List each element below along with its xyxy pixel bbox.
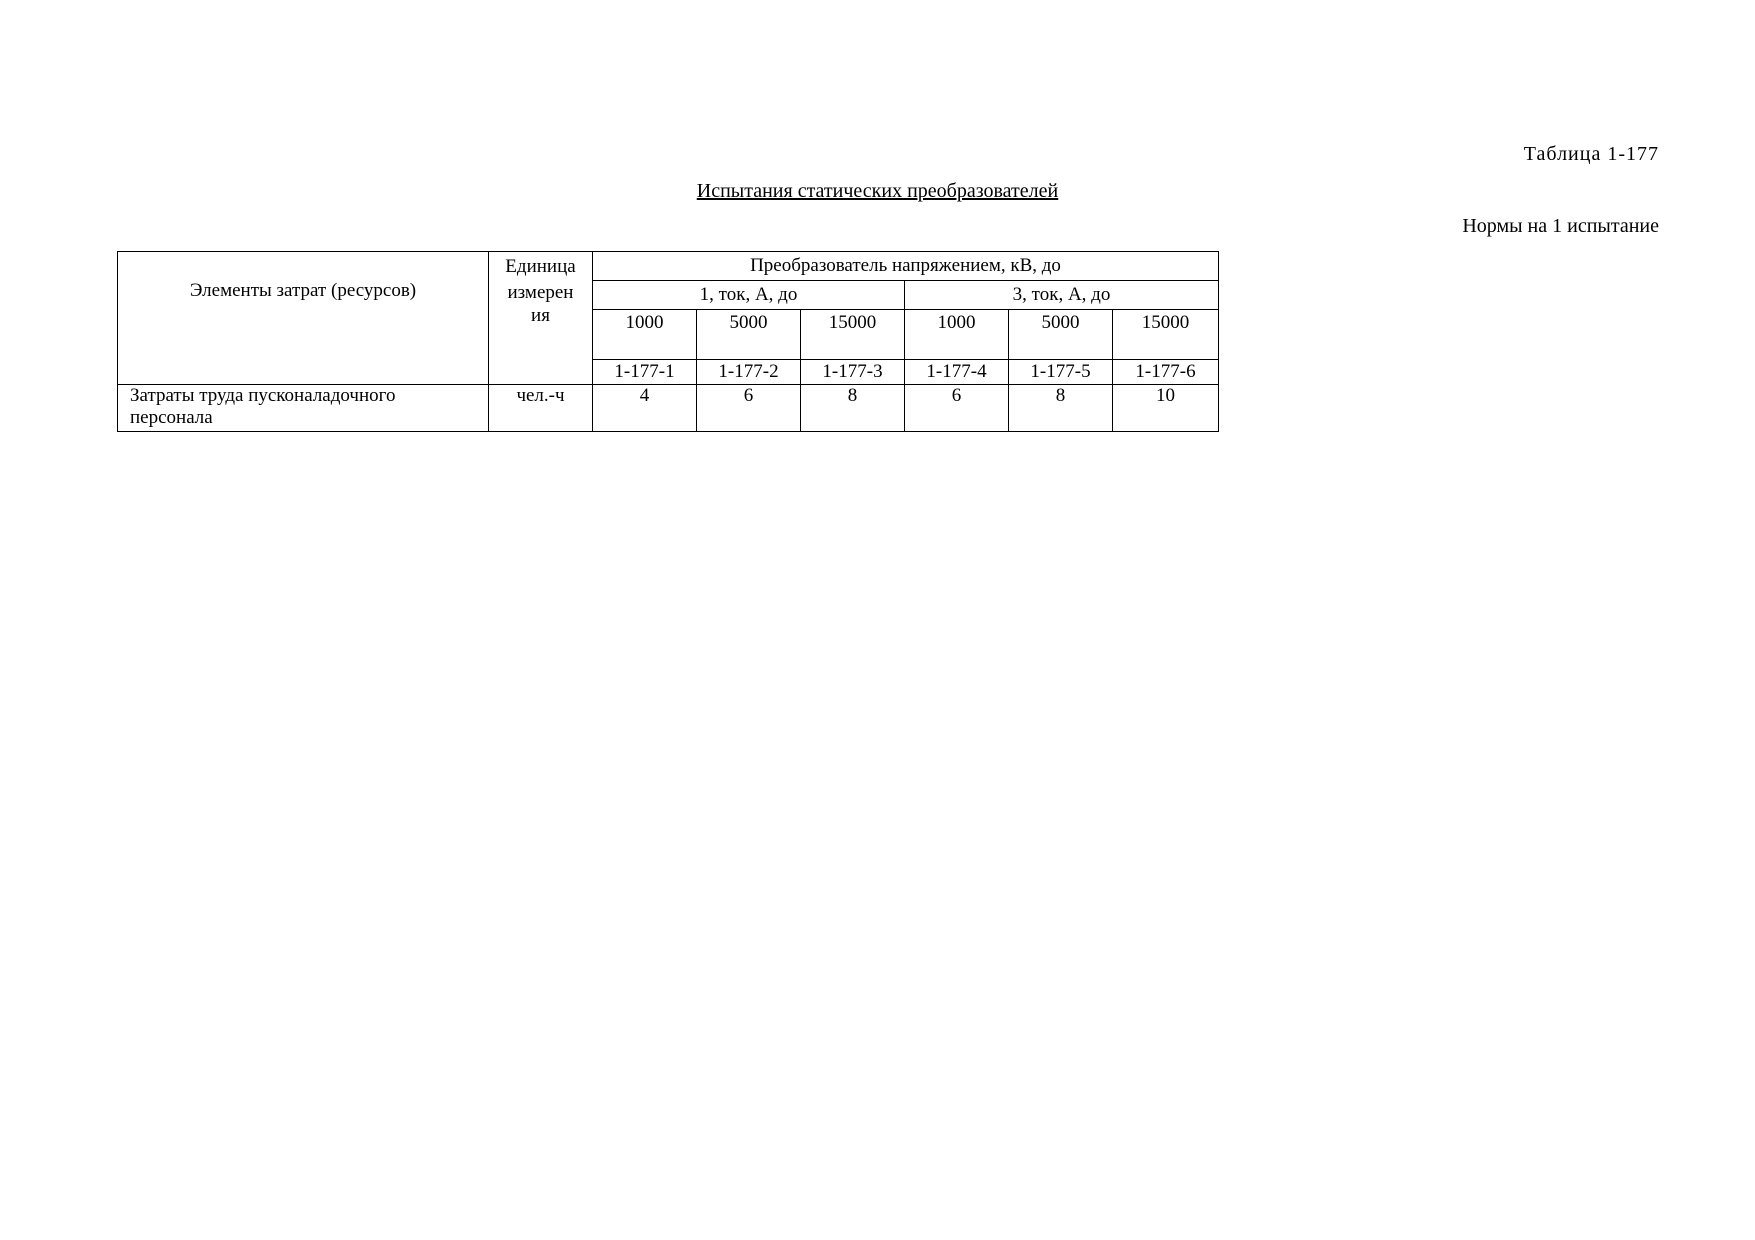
header-code: 1-177-1 [593,360,697,385]
row-value: 6 [905,385,1009,432]
row-name [118,385,489,432]
table-caption: Испытания статических преобразователей [696,180,1059,202]
header-subgroup-3kv: 3, ток, А, до [905,281,1219,310]
header-cost-elements: Элементы затрат (ресурсов) [118,252,489,360]
row-value: 4 [593,385,697,432]
norm-note: Нормы на 1 испытание [1462,215,1659,237]
row-value: 8 [1009,385,1113,432]
header-subgroup-1kv: 1, ток, А, до [593,281,905,310]
row-name-line1: Затраты труда пусконаладочного [130,385,396,406]
row-value: 8 [801,385,905,432]
header-code: 1-177-5 [1009,360,1113,385]
header-code: 1-177-4 [905,360,1009,385]
header-current: 15000 [801,310,905,360]
header-current: 5000 [697,310,801,360]
header-unit-line3: ия [531,305,550,326]
row-value: 10 [1113,385,1219,432]
header-unit-line1: Единица [505,256,576,277]
row-name-line2: персонала [130,407,213,428]
row-value: 6 [697,385,801,432]
header-code: 1-177-2 [697,360,801,385]
cost-table [117,251,1219,432]
header-code: 1-177-6 [1113,360,1219,385]
header-current: 1000 [905,310,1009,360]
table-number: Таблица 1-177 [1523,143,1659,165]
header-current: 15000 [1113,310,1219,360]
header-empty-cell [489,360,593,385]
row-unit: чел.-ч [489,385,593,432]
header-converter-group: Преобразователь напряжением, кВ, до [593,252,1219,281]
header-code: 1-177-3 [801,360,905,385]
header-empty-cell [118,360,489,385]
header-unit [489,252,593,360]
header-current: 1000 [593,310,697,360]
table-row [118,385,1219,432]
header-current: 5000 [1009,310,1113,360]
header-unit-line2: измерен [507,282,574,303]
